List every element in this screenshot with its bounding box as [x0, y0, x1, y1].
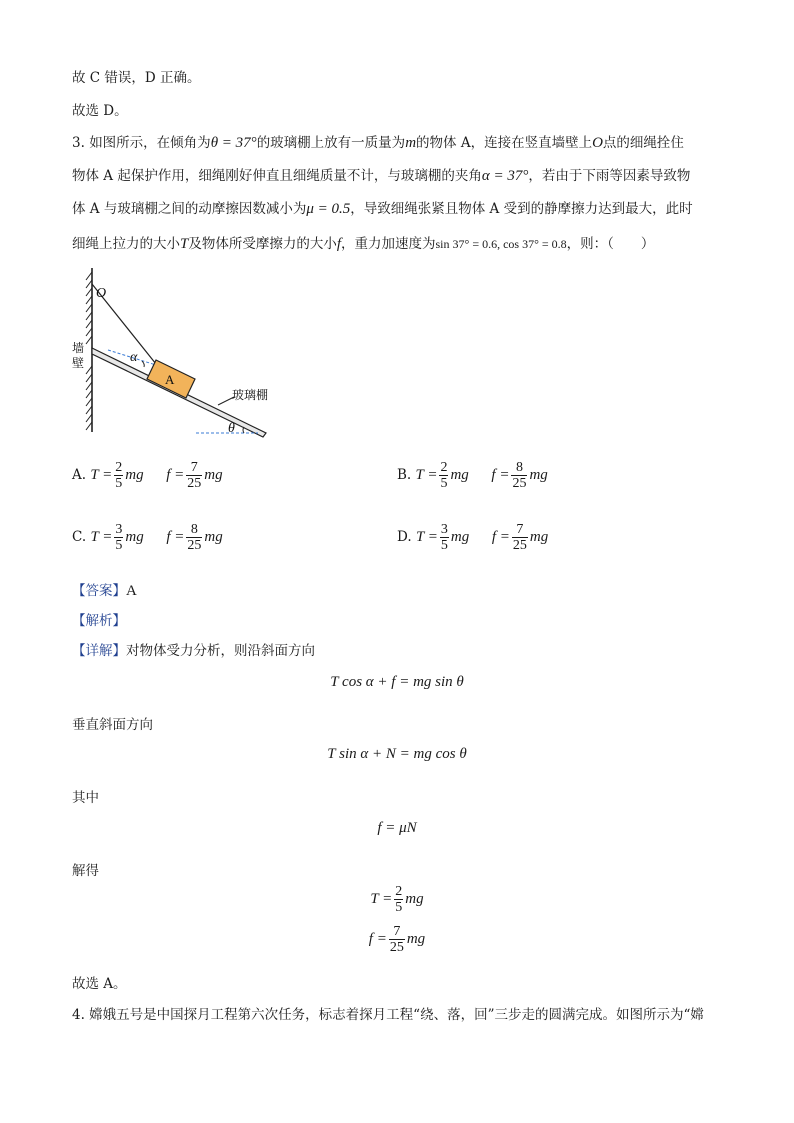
q3-tension: T [180, 236, 189, 252]
q3-text: 细绳上拉力的大小 [72, 236, 180, 252]
q3-point-o: O [592, 135, 603, 151]
q3-line-4 [72, 232, 654, 253]
solution-t-fraction: $\frac{2}{5}$ [395, 884, 403, 915]
option-t-rhs: mg [450, 529, 470, 545]
solution-t [0, 884, 794, 915]
wall-hatching [86, 272, 92, 430]
solve-text: 解得 [72, 863, 99, 879]
q3-alpha-eq: α = 37° [481, 168, 529, 184]
option-t-fraction: $\frac{2}{5}$ [440, 460, 448, 491]
q3-text: ，导致细绳张紧且物体 A 受到的静摩擦力达到最大，此时 [350, 201, 693, 217]
option-f-rhs: mg [204, 467, 223, 483]
q3-sincos: sin 37° = 0.6, cos 37° = 0.8 [435, 237, 567, 251]
option-f-fraction: $\frac{7}{25}$ [512, 522, 527, 553]
q3-text: 物体 A 起保护作用，细绳刚好伸直且细绳质量不计，与玻璃棚的夹角 [72, 168, 482, 184]
option-f-lhs: f = [491, 467, 510, 483]
option-f-rhs: mg [529, 467, 548, 483]
option-t-lhs: T = [415, 467, 438, 483]
option-f-lhs: f = [491, 529, 510, 545]
option-label: D. [397, 529, 412, 545]
point-o-label: O [96, 286, 107, 301]
option-d[interactable] [397, 522, 548, 553]
equation-friction: f = μN [377, 820, 417, 836]
option-f-lhs: f = [166, 529, 185, 545]
equation-along-incline: T cos α + f = mg sin θ [330, 674, 464, 690]
option-t-lhs: T = [90, 467, 113, 483]
q4-line: 4. 嫦娥五号是中国探月工程第六次任务，标志着探月工程“绕、落，回”三步走的圆满完成。如图所示为“嫦 [72, 1007, 704, 1023]
option-t-lhs: T = [415, 529, 438, 545]
option-label: A. [72, 467, 87, 483]
alpha-arc [142, 361, 144, 367]
option-a[interactable] [72, 460, 223, 491]
q3-text: 及物体所受摩擦力的大小 [188, 236, 337, 252]
option-t-fraction: $\frac{3}{5}$ [115, 522, 123, 553]
q3-text: ，则：（ ） [566, 236, 655, 252]
equation-perpendicular: T sin α + N = mg cos θ [327, 746, 467, 762]
q3-text: ，重力加速度为 [341, 236, 436, 252]
detail-line [72, 639, 315, 659]
option-b[interactable] [397, 460, 548, 491]
answer-line [72, 579, 137, 600]
option-label: B. [397, 467, 412, 483]
wall-label-2: 壁 [72, 356, 85, 370]
option-f-fraction: $\frac{8}{25}$ [187, 522, 202, 553]
choose-a-text: 故选 A。 [72, 976, 127, 992]
answer-tag: 【答案】 [72, 583, 126, 599]
option-f-rhs: mg [204, 529, 223, 545]
solution-t-lhs: T = [370, 891, 393, 907]
perpendicular-text: 垂直斜面方向 [72, 717, 153, 733]
wall-label-1: 墙 [72, 341, 85, 355]
option-f-fraction: $\frac{7}{25}$ [187, 460, 202, 491]
q3-text: 如图所示，在倾角为 [89, 135, 211, 151]
glass-shed-label: 玻璃棚 [232, 388, 269, 402]
option-f-lhs: f = [166, 467, 185, 483]
option-t-rhs: mg [125, 529, 144, 545]
detail-tag: 【详解】 [72, 643, 126, 659]
q3-text: 点的细绳拴住 [602, 135, 684, 151]
q3-text: 的玻璃棚上放有一质量为 [256, 135, 406, 151]
q3-line-1 [72, 131, 684, 152]
q3-friction: f [336, 236, 342, 252]
theta-label: θ [228, 421, 235, 436]
q3-mass: m [405, 135, 417, 151]
text-line-choose-d: 故选 D。 [72, 103, 128, 119]
q3-text: 体 A 与玻璃棚之间的动摩擦因数减小为 [72, 201, 307, 217]
option-t-fraction: $\frac{2}{5}$ [115, 460, 123, 491]
option-t-rhs: mg [125, 467, 144, 483]
incline-figure [66, 266, 276, 438]
solution-f-lhs: f = [368, 931, 387, 947]
option-t-fraction: $\frac{3}{5}$ [440, 522, 448, 553]
solution-f [0, 924, 794, 955]
among-text: 其中 [72, 790, 99, 806]
solution-f-rhs: mg [406, 931, 426, 947]
solution-t-rhs: mg [405, 891, 424, 907]
alpha-label: α [130, 350, 138, 365]
option-label: C. [72, 529, 87, 545]
option-t-rhs: mg [450, 467, 469, 483]
option-f-fraction: $\frac{8}{25}$ [512, 460, 527, 491]
q3-line-2 [72, 164, 690, 185]
q3-text: 的物体 A，连接在竖直墙壁上 [416, 135, 593, 151]
detail-text: 对物体受力分析，则沿斜面方向 [126, 643, 315, 659]
analysis-line [72, 609, 126, 629]
option-t-lhs: T = [90, 529, 113, 545]
text-line-c-wrong: 故 C 错误，D 正确。 [72, 70, 201, 86]
option-c[interactable] [72, 522, 223, 553]
theta-arc [243, 427, 244, 433]
q3-number: 3. [72, 135, 85, 151]
answer-value: A [126, 583, 137, 599]
option-f-rhs: mg [529, 529, 549, 545]
q3-theta-eq: θ = 37° [210, 135, 257, 151]
q3-line-3 [72, 197, 693, 218]
analysis-tag: 【解析】 [72, 613, 126, 629]
block-a-label: A [165, 372, 175, 387]
q3-text: ，若由于下雨等因素导致物 [528, 168, 691, 184]
q3-mu-eq: μ = 0.5 [306, 201, 351, 217]
solution-f-fraction: $\frac{7}{25}$ [389, 924, 404, 955]
